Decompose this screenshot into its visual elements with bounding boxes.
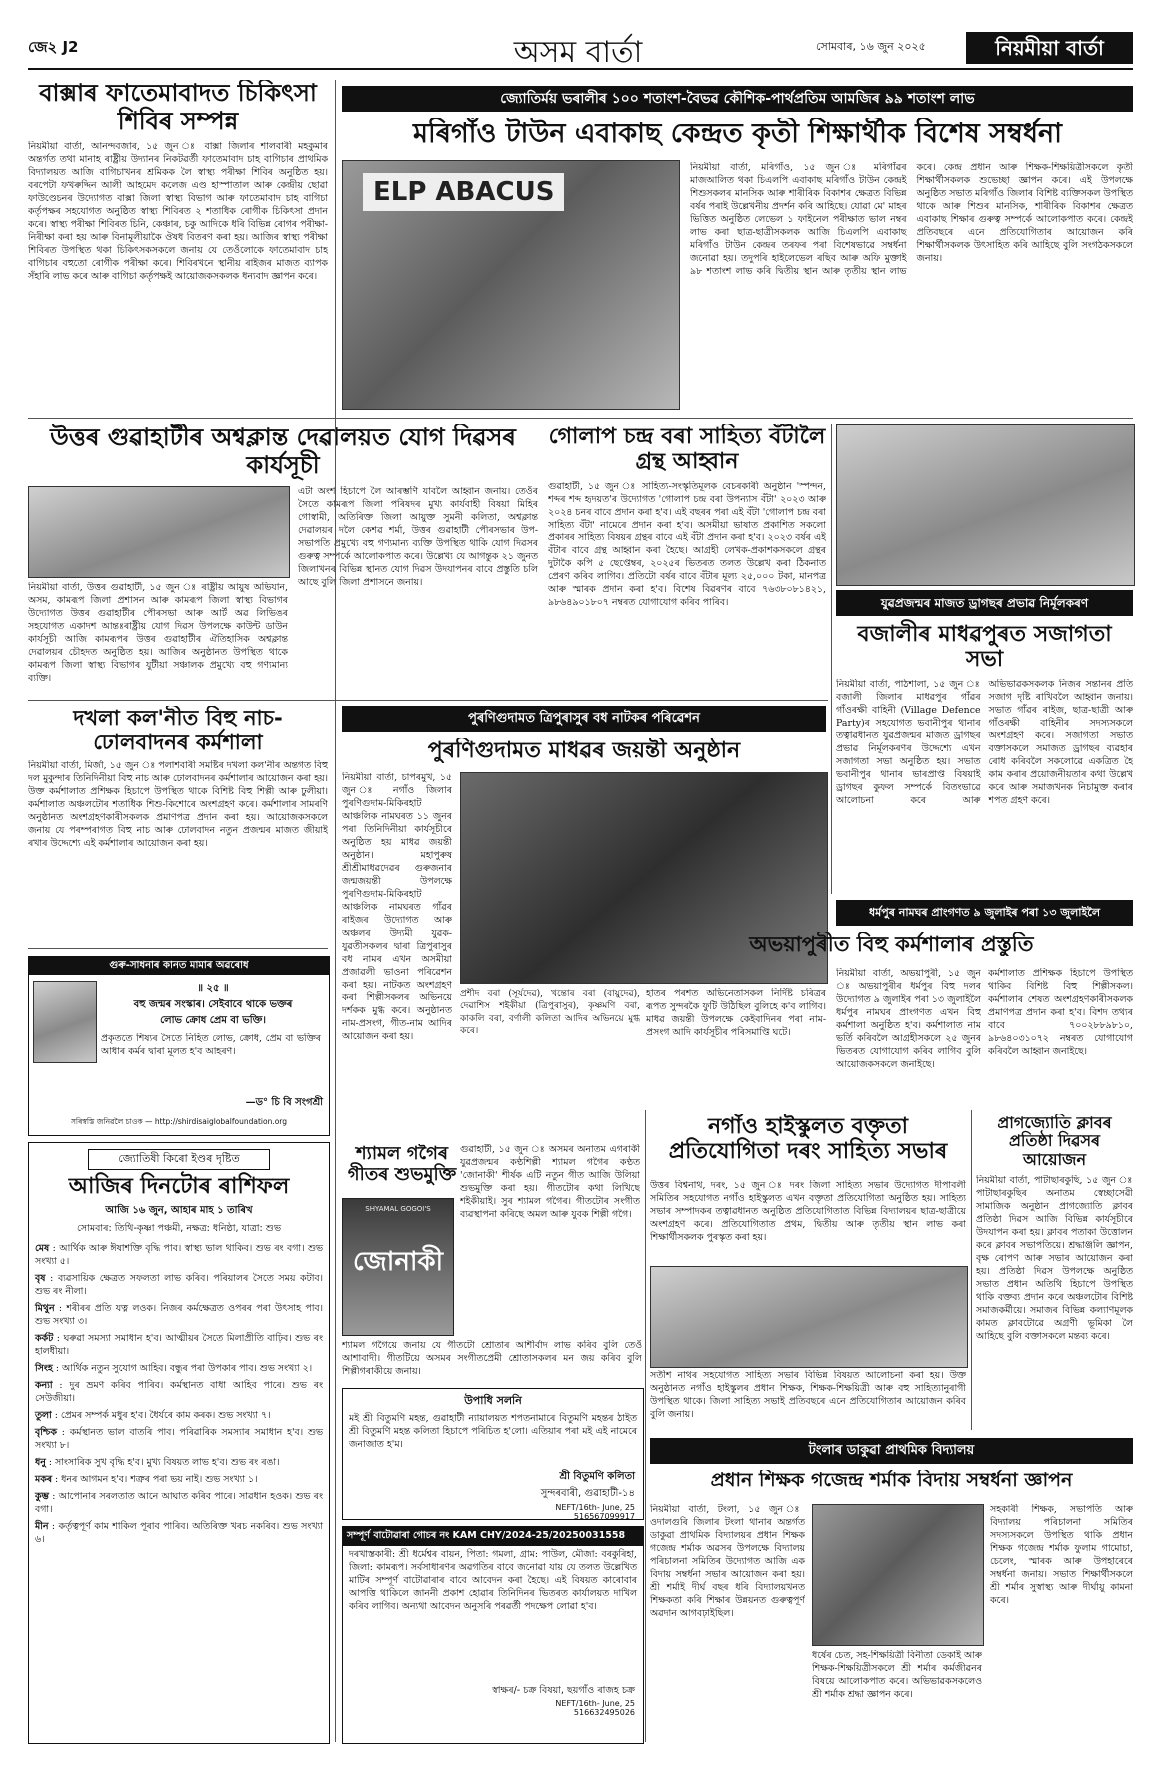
rashi-text: সাংসাৰিক সুখ বৃদ্ধি হ'ব। মুখ্য বিষয়ত লাভ হ'ব। শুভ ৰং ৰঙা। [54,1456,280,1468]
notice2-ref: NEFT/16th- June, 25 [555,1699,635,1708]
pragjyoti-headline: প্ৰাগজ্যোতি ক্লাবৰ প্ৰতিষ্ঠা দিৱসৰ আয়োজন [997,1114,1112,1169]
golap-headline: গোলাপ চন্দ্ৰ বৰা সাহিত্য বঁটালৈ গ্ৰন্থ আহ্বান [548,424,826,475]
album-artist: SHYAMAL GOGOI'S [365,1205,431,1213]
tripura-tag: পুৰণিগুদামত ত্ৰিপুৰাসুৰ বধ নাটকৰ পৰিৱেশন [342,706,826,732]
divider [28,948,328,949]
rashi-text: কৰ্তৃত্বপূৰ্ণ কাম শাকিল পূৰাব পাৰিব। অতিৰিক্ত খৰচ নকৰিব। শুভ সংখ্যা ৬। [35,1520,323,1545]
pragjyoti-article [976,1114,1133,1432]
column-rule [831,424,832,894]
rashi-text: শৰীৰৰ প্ৰতি যত্ন লওক। নিজৰ কৰ্মক্ষেত্ৰত ওপৰৰ পৰা উৎসাহ পাব। শুভ সংখ্যা ৩। [35,1303,324,1328]
rashi-sign: কৰ্কট [35,1333,54,1345]
rashifal-section [28,1142,330,1744]
rashi-entry: কৰ্কট : ঘৰুৱা সমস্যা সমাধান হ'ব। আত্মীয়ৰ সৈতে মিলাপ্ৰীতি বাঢ়িব। শুভ ৰং হালধীয়া। [35,1333,323,1358]
rashi-text: আৰ্থিক আৰু ঈষাশক্তি বৃদ্ধি পাব। স্বাস্থ্য ভাল থাকিব। শুভ ৰং বগা। শুভ সংখ্যা ৫। [35,1243,323,1268]
rashi-sign: ধনু [35,1456,46,1468]
golap-article [548,424,826,694]
nagaon-headline: নগাঁও হাইস্কুলত বক্তৃতা প্ৰতিযোগিতা দৰং সাহিত্য সভাৰ [668,1114,948,1165]
divider [28,418,1133,419]
rashifal-date: আজি ১৬ জুন, আহাৰ মাহ ১ তাৰিখ [105,1205,253,1217]
dhormopur-tag: ধৰ্মপুৰ নামঘৰ প্ৰাংগণত ৯ জুলাইৰ পৰা ১৩ জুলাইলৈ [836,900,1133,926]
partition-notice [342,1526,644,1744]
section-title: অসম বাৰ্তা [513,35,643,70]
notice1-body: মই শ্ৰী বিতুমণি মহন্ত, গুৱাহাটী ন্যায়ালয়ত শপতনামাৰে বিতুমণি মহন্তৰ ঠাইত শ্ৰী বিতুমণি মহন্ত কলিতা হিচাপে পৰিচিত হ'লো। এতিয়াৰ পৰা মই এই নামেৰে জনাজাত হ'ম। [349,1413,637,1450]
guru-ad-quote: প্ৰকৃততে শিষ্যৰ সৈতে নিহিত লোভ, ক্ৰোধ, প্ৰেম বা ভক্তিৰ আধাৰ কৰ্মৰ দ্বাৰা মূলত হ'ব আহৰণ। [101,1033,321,1057]
tonglar-headline: প্ৰধান শিক্ষক গজেন্দ্ৰ শৰ্মাক বিদায় সম্বৰ্ধনা জ্ঞাপন [710,1470,1073,1491]
pragjyoti-body: নিয়মীয়া বাৰ্তা, পাটাছাৰকুছি, ১৫ জুন ঃ পাটাছাৰকুছিৰ অনাতম স্বেচ্ছাসেৱী সামাজিক অনুষ্ঠান প্ৰাগজ্যোতি ক্লাবৰ প্ৰতিষ্ঠা দিৱস আজি বিভিন্ন কাৰ্যসূচীৰে উদযাপন কৰা হয়। ক্লাবৰ পতাকা উত্তোলন কৰে ক্লাবৰ সভাপতিয়ে। শ্ৰদ্ধাঞ্জলি জ্ঞাপন, বৃক্ষ ৰোপণ আৰু সভাৰ আয়োজন কৰা হয়। প্ৰতিষ্ঠা দিৱস উপলক্ষে অনুষ্ঠিত সভাত প্ৰধান অতিথি হিচাপে উপস্থিত থাকি বক্তব্য প্ৰদান কৰে অঞ্চলটোৰ বিশিষ্ট সমাজকৰ্মীয়ে। সমাজৰ বিভিন্ন কল্যাণমূলক কামত ক্লাবটোৱে অগ্ৰণী ভূমিকা লৈ আহিছে বুলি বক্তাসকলে মন্তব্য কৰে। [976,1175,1133,1342]
nagaon-body: উত্তৰ বিশ্বনাথ, দৰং, ১৫ জুন ঃ দৰং জিলা সাহিত্য সভাৰ উদ্যোগত দীপাবলী সমিতিৰ সহযোগত নগাঁও হাইস্কুলত এখন বক্তৃতা প্ৰতিযোগিতা অনুষ্ঠিত হয়। সাহিত্য সভাৰ সম্পাদকৰ তত্বাৱধানত অনুষ্ঠিত প্ৰতিযোগিতাত বিভিন্ন বিদ্যালয়ৰ ছাত্ৰ-ছাত্ৰীয়ে অংশগ্ৰহণ কৰে। প্ৰতিযোগিতাত প্ৰথম, দ্বিতীয় আৰু তৃতীয় স্থান লাভ কৰা শিক্ষাৰ্থীসকলক পুৰস্কৃত কৰা হয়। [650,1180,966,1243]
rashifal-tithi: সোমবাৰ: তিথি-কৃষ্ণা পঞ্চমী, নক্ষত্ৰ: ধনিষ্ঠা, যাত্ৰা: শুভ [76,1223,282,1235]
banner-strip: জ্যোতিৰ্ময় ভৰালীৰ ১০০ শতাংশ-বৈভৱ কৌশিক-পাৰ্থপ্ৰতিম আমজিৰ ৯৯ শতাংশ লাভ [342,86,1133,112]
notice1-code: 516567099917 [573,1512,635,1520]
notice1-title: উপাধি সলনি [464,1394,522,1407]
rashi-entry: মকৰ : ধনৰ আগমন হ'ব। শত্ৰুৰ পৰা ভয় নাই। শুভ সংখ্যা ১। [35,1473,258,1485]
meeting-photo [836,424,1135,586]
tonglar-photo [812,1504,984,1646]
notice2-body: দৰখাস্তকাৰী: শ্ৰী ধৰ্মেশ্বৰ বায়ন, পিতা: গমলা, গ্ৰাম: পাউল, মৌজা: বৰকুৰিহা, জিলা: কামৰূপ। সৰ্বসাধাৰণৰ অৱগতিৰ বাবে জনোৱা যায় যে তলত উল্লেখিত মাটিৰ সম্পূৰ্ণ বাটোৱাৰাৰ বাবে আবেদন কৰা হৈছে। এই বিষয়ত কাৰোবাৰ আপত্তি থাকিলে জাননী প্ৰকাশ হোৱাৰ তিনিদিনৰ ভিতৰত কাৰ্যালয়ত দাখিল কৰিব লাগিব। অন্যথা আবেদন অনুসৰি পৰৱৰ্তী পদক্ষেপ লোৱা হ'ব। [349,1549,637,1612]
dokhola-headline: দখলা কল'নীত বিহু নাচ-ঢোলবাদনৰ কৰ্মশালা [73,706,283,755]
photo-banner-sign: ELP ABACUS [363,173,564,211]
rashifal-kicker: জ্যোতিষী কিৰো ইণ্ডৰ দৃষ্টিত [88,1149,270,1170]
lead-body: নিয়মীয়া বাৰ্তা, মৰিগাঁও, ১৫ জুন ঃ মৰিগাঁৱৰ মাজআলিত থকা চিএলপি এবাকাছ মৰিগাঁও টাউন কেন্দ্ৰই শিশুসকলৰ মানসিক আৰু শাৰীৰিক বিকাশৰ ক্ষেত্ৰত বিভিন্ন বৰ্ষৰ পৰাই উল্লেখনীয় প্ৰদৰ্শন কৰি আহিছে। যোৱা মে' মাহৰ ভিত্তিত অনুষ্ঠিত লেভেল ১ ফাইনেল পৰীক্ষাত ভাল নম্বৰ লাভ কৰা ছাত্ৰ-ছাত্ৰীসকলক আজি চিএলপি এবাকাছ মৰিগাঁও টাউন কেন্দ্ৰৰ তৰফৰ পৰা বিশেষভাৱে সম্বৰ্ধনা জনোৱা হয়। তদুপৰি হাইলেভেল ৰছিব আৰু অফি মুক্তাই ৯৮ শতাংশ লাভ কৰি দ্বিতীয় স্থান আৰু তৃতীয় স্থান লাভ কৰে। কেন্দ্ৰ প্ৰধান আৰু শিক্ষক-শিক্ষয়িত্ৰীসকলে কৃতী শিক্ষাৰ্থীসকলক শুভেচ্ছা জ্ঞাপন কৰে। এই উপলক্ষে অনুষ্ঠিত সভাত মৰিগাঁও জিলাৰ বিশিষ্ট ব্যক্তিসকল উপস্থিত থাকে আৰু শিশুৰ মানসিক, শাৰীৰিক বিকাশৰ ক্ষেত্ৰত এবাকাছ শিক্ষাৰ গুৰুত্ব সম্পৰ্কে আলোকপাত কৰে। কেন্দ্ৰই প্ৰতিবছৰে এনে প্ৰতিযোগিতাৰ আয়োজন কৰি শিক্ষাৰ্থীসকলক উৎসাহিত কৰি আহিছে বুলি সংগঠকসকলে জনায়। [690,162,1133,277]
purani-body2: হাতৰ পৰশত অভিনেতাসকল নিৰ্দিষ্ট চৰিত্ৰৰ ৰূপত সুন্দৰকৈ ফুটি উঠিছিল বুলিহে ক'ব লাগিব। মাধৱ জয়ন্তী উপলক্ষে কেইবাদিনৰ পৰা নাম-প্ৰসংগ আদি কাৰ্যসূচীৰ পৰিসমাপ্তি ঘটে। [646,988,826,1038]
rashi-sign: মকৰ [35,1473,53,1485]
issue-date: সোমবাৰ, ১৬ জুন ২০২৫ [816,40,926,53]
rashi-sign: সিংহ [35,1363,53,1375]
purani-caption: প্ৰশীদ বৰা (সূৰ্যদেৱ), খন্তোৰ বৰা (বায়ুদেৱ), দেৱাশিস শইকীয়া (ত্ৰিপুৰাসুৰ), কৃষ্ণমণি বৰা, কাকলি বৰা, বৰ্ণালী কলিতা আদিৰ অভিনয়ে মুগ্ধ কৰে। [460,989,640,1037]
drug-tag: যুৱপ্ৰজন্মৰ মাজত ড্ৰাগছৰ প্ৰভাৱ নিৰ্মূলকৰণ [836,590,1133,616]
rashi-sign: কুম্ভ [35,1490,49,1502]
rashi-text: ধনৰ আগমন হ'ব। শত্ৰুৰ পৰা ভয় নাই। শুভ সংখ্যা ১। [61,1473,258,1485]
newspaper-logo: নিয়মীয়া বাৰ্তা [966,32,1133,64]
rashi-text: কৰ্মস্থানত ভাল বাতৰি পাব। পৰিৱাৰিক সমস্যাৰ সমাধান হ'ব। শুভ সংখ্যা ৮। [35,1426,323,1451]
notice1-ref: NEFT/16th- June, 25 [555,1503,635,1512]
guru-ad-title: গুৰু-সাধনাৰ কানত মামাৰ অৱৰোধ [29,957,329,975]
drug-headline: বজালীৰ মাধৱপুৰত সজাগতা সভা [857,622,1112,673]
divider [28,700,828,701]
rashi-entry: মিথুন : শৰীৰৰ প্ৰতি যত্ন লওক। নিজৰ কৰ্মক্ষেত্ৰত ওপৰৰ পৰা উৎসাহ পাব। শুভ সংখ্যা ৩। [35,1303,324,1328]
rashi-sign: মিথুন [35,1303,55,1315]
rashi-sign: বৃষ [35,1273,46,1285]
purani-headline: পুৰণিগুদামত মাধৱৰ জয়ন্তী অনুষ্ঠান [427,738,741,763]
notice1-name: শ্ৰী বিতুমণি কলিতা [559,1471,635,1482]
rashi-entry: বৃষ : ব্যৱসায়িক ক্ষেত্ৰত সফলতা লাভ কৰিব। পৰিয়ালৰ সৈতে সময় কটাব। শুভ ৰং নীলা। [35,1273,323,1298]
bakshar-body: নিয়মীয়া বাৰ্তা, আনন্দবজাৰ, ১৫ জুন ঃ বাক্সা জিলাৰ শালবাৰী মহকুমাৰ অন্তৰ্গত তথা মানাহ ৰাষ্ট্ৰীয় উদ্যানৰ নিকটৱৰ্তী ফাতেমাবাদ চাহ বাগিচাৰ প্ৰাথমিক বিদ্যালয়ত আজি বাগিচাখনৰ শ্ৰমিকক লৈ স্বাস্থ্য পৰীক্ষা শিবিৰ অনুষ্ঠিত হয়। বৰপেটা ফখৰুদ্দিন আলী আহমেদ কলেজ এণ্ড হাস্পাতাল আৰু কেন্দ্ৰীয় ছোৱা ফাউণ্ডেচনৰ উদ্যোগত বাক্সা জিলা স্বাস্থ্য বিভাগ আৰু ফাতেমাবাদ চাহ বাগিচা কৰ্তৃপক্ষৰ সহযোগত অনুষ্ঠিত স্বাস্থ্য শিবিৰত ২ শতাধিক ৰোগীক চিকিৎসা প্ৰদান কৰে। স্বাস্থ্য পৰীক্ষা শিবিৰত চিনি, কেঞ্চাৰ, চকু আদিকে ধৰি বিভিন্ন ৰোগৰ পৰীক্ষা-নিৰীক্ষা কৰা হয় আৰু বিনামূলীয়াকৈ ঔষধ বিতৰণ কৰা হয়। আজিৰ স্বাস্থ্য পৰীক্ষা শিবিৰত উপস্থিত থকা চিকিৎসকসকলে জনায় যে তেওঁলোকে ফাতেমাবাদ চাহ বাগিচাৰ বহুতো ৰোগীক পৰীক্ষা কৰে। শিবিৰখনে স্থানীয় ৰাইজৰ মাজত ব্যাপক সঁহাৰি লাভ কৰে আৰু বাগিচা কৰ্তৃপক্ষই আয়োজকসকলক ধন্যবাদ জ্ঞাপন কৰে। [28,141,328,282]
nagaon-photo [650,1266,968,1368]
dokhola-article [28,706,328,942]
page-number: জে২ J2 [28,38,79,56]
dhormopur-body-left: নিয়মীয়া বাৰ্তা, অভয়াপুৰী, ১৫ জুন ঃ অভয়াপুৰীৰ ধৰ্মপুৰ বিহু দলৰ উদ্যোগত ৯ জুলাইৰ পৰা ১৩ জুলাইলৈ ধৰ্মপুৰ নামঘৰ প্ৰাংগণত এখন বিহু কৰ্মশালা অনুষ্ঠিত হ'ব। কৰ্মশালাত নাম ভৰ্তি কৰিবলৈ আগ্ৰহীসকলে ২৫ জুনৰ ভিতৰত যোগাযোগ কৰিব লাগিব বুলি আয়োজকসকলে জনাইছে। [836,968,981,1070]
rashi-entry: মেষ : আৰ্থিক আৰু ঈষাশক্তি বৃদ্ধি পাব। স্বাস্থ্য ভাল থাকিব। শুভ ৰং বগা। শুভ সংখ্যা ৫। [35,1243,323,1268]
rashi-entry: ধনু : সাংসাৰিক সুখ বৃদ্ধি হ'ব। মুখ্য বিষয়ত লাভ হ'ব। শুভ ৰং ৰঙা। [35,1456,280,1468]
drug-body: নিয়মীয়া বাৰ্তা, পাঠশালা, ১৫ জুন ঃ বজালী জিলাৰ মাধৱপুৰ গাঁৱৰ গাঁওৰক্ষী বাহিনী (Village Defence Party)ৰ সহযোগত ভবানীপুৰ থানাৰ তত্বাৱধানত যুৱপ্ৰজন্মৰ মাজত ড্ৰাগছৰ প্ৰভাৱ নিৰ্মূলকৰণৰ উদ্দেশ্যে এখন সজাগতা সভা অনুষ্ঠিত হয়। সভাত ভবানীপুৰ থানাৰ ভাৰপ্ৰাপ্ত বিষয়াই ড্ৰাগছৰ কুফল সম্পৰ্কে বিতংভাৱে আলোচনা কৰে আৰু অভিভাৱকসকলক নিজৰ সন্তানৰ প্ৰতি সজাগ দৃষ্টি ৰাখিবলৈ আহ্বান জনায়। সভাত গাঁৱৰ ৰাইজ, ছাত্ৰ-ছাত্ৰী আৰু গাঁওৰক্ষী বাহিনীৰ সদস্যসকলে অংশগ্ৰহণ কৰে। সজাগতা সভাত বক্তাসকলে সমাজত ড্ৰাগছৰ ব্যৱহাৰ ৰোধ কৰিবলৈ সকলোৱে একত্ৰিত হৈ কাম কৰাৰ প্ৰয়োজনীয়তাৰ কথা উল্লেখ কৰে আৰু সমাজখনক নিচামুক্ত কৰাৰ শপত গ্ৰহণ কৰে। [836,678,1133,807]
tonglar-tag: টংলাৰ ডাকুৱা প্ৰাথমিক বিদ্যালয় [650,1438,1133,1464]
golap-body: গুৱাহাটী, ১৫ জুন ঃ সাহিত্য-সংস্কৃতিমূলক বেচৰকাৰী অনুষ্ঠান 'স্পন্দন, শব্দৰ শব্দ হৃদয়ত'ৰ উদ্যোগত 'গোলাপ চন্দ্ৰ বৰা উপন্যাস বঁটা' ২০২৩ আৰু ২০২৪ চনৰ বাবে প্ৰদান কৰা হ'ব। এই বছৰৰ পৰা এই বঁটা 'গোলাপ চন্দ্ৰ বৰা সাহিত্য বঁটা' নামেৰে প্ৰদান কৰা হ'ব। অসমীয়া ভাষাত প্ৰকাশিত সকলো প্ৰকাৰৰ সাহিত্য বিষয়ৰ গ্ৰন্থৰ বাবে এই বঁটা প্ৰদান কৰা হ'ব। ২০২৩ বৰ্ষৰ এই বঁটাৰ বাবে গ্ৰন্থ আহ্বান কৰা হৈছে। আগ্ৰহী লেখক-প্ৰকাশকসকলে গ্ৰন্থৰ দুটাকৈ কপি ৫ ছেপ্তেম্বৰ, ২০২৫ৰ ভিতৰত তলত উল্লেখ কৰা ঠিকনাত প্ৰেৰণ কৰিব লাগিব। প্ৰতিটো বৰ্ষৰ বাবে বঁটাৰ মূল্য ২৫,০০০ টকা, মানপত্ৰ আৰু স্মাৰক প্ৰদান কৰা হ'ব। বিশেষ বিৱৰণৰ বাবে ৭৬৩৮০৮১৪২১, ৯৮৬৪৯০১৮০৭ নম্বৰত যোগাযোগ কৰিব পাৰিব। [548,480,826,609]
tonglar-body-left: নিয়মীয়া বাৰ্তা, টংলা, ১৫ জুন ঃ ওদালগুৰি জিলাৰ টংলা থানাৰ অন্তৰ্গত ডাকুৱা প্ৰাথমিক বিদ্যালয়ৰ প্ৰধান শিক্ষক গজেন্দ্ৰ শৰ্মাক অৱসৰ উপলক্ষে বিদ্যালয় পৰিচালনা সমিতিৰ উদ্যোগত আজি এক বিদায় সম্বৰ্ধনা সভাৰ আয়োজন কৰা হয়। শ্ৰী শৰ্মাই দীৰ্ঘ বছৰ ধৰি বিদ্যালয়খনত শিক্ষকতা কৰি শিক্ষাৰ উন্নয়নত গুৰুত্বপূৰ্ণ অৱদান আগবঢ়াইছিল। [650,1504,805,1619]
rashi-sign: তুলা [35,1409,52,1421]
rashi-entry: মীন : কৰ্তৃত্বপূৰ্ণ কাম শাকিল পূৰাব পাৰিব। অতিৰিক্ত খৰচ নকৰিব। শুভ সংখ্যা ৬। [35,1520,323,1545]
bakshar-headline: বাক্সাৰ ফাতেমাবাদত চিকিৎসা শিবিৰ সম্পন্ন [39,80,317,135]
rashi-text: আৰ্থিক নতুন সুযোগ আহিব। বন্ধুৰ পৰা উপকাৰ পাব। শুভ সংখ্যা ২। [61,1363,313,1375]
column-rule [645,1110,646,1742]
rashi-sign: বৃশ্চিক [35,1426,57,1438]
dhormopur-body-right: কৰ্মশালাত প্ৰশিক্ষক হিচাপে উপস্থিত থাকিব বিশিষ্ট বিহু শিল্পীসকল। কৰ্মশালাৰ শেষত অংশগ্ৰহণকাৰীসকলক প্ৰমাণপত্ৰ প্ৰদান কৰা হ'ব। বিশদ তথ্যৰ বাবে ৭০০২৮৮৯৮১০, ৯৮৬৪০৩১০৭২ নম্বৰত যোগাযোগ কৰিবলৈ আহ্বান জনাইছে। [988,968,1133,1057]
tonglar-body-mid: ধৰ্ষেৰ চেত, সহ-শিক্ষয়িত্ৰী বিনীতা ডেকাই আৰু শিক্ষক-শিক্ষয়িত্ৰীসকলে শ্ৰী শৰ্মাৰ কৰ্মজীৱনৰ বিষয়ে আলোকপাত কৰে। অভিভাৱকসকলেও শ্ৰী শৰ্মাক শ্ৰদ্ধা জ্ঞাপন কৰে। [812,1650,982,1700]
notice1-address: সুন্দৰবাৰী, গুৱাহাটী-১৪ [540,1488,635,1499]
yoga-headline: উত্তৰ গুৱাহাটীৰ অশ্বক্লান্ত দেৱালয়ত যোগ দিৱসৰ কাৰ্যসূচী [50,424,516,479]
rashi-entry: কুম্ভ : আপোনাৰ সৰলতাত আনে আঘাত কৰিব পাৰে। সাৱধান হওক। শুভ ৰং বগা। [35,1490,323,1515]
notice2-code: 516632495026 [573,1708,635,1717]
dokhola-body: নিয়মীয়া বাৰ্তা, মিৰ্জা, ১৫ জুন ঃ পলাশবাৰী সমষ্টিৰ দখলা কল'নীৰ অন্তগত বিহু দল মুকুন্দাৰ তিনিদিনীয়া বিহু নাচ আৰু ঢোলবাদনৰ কৰ্মশালাৰ আয়োজন কৰা হয়। উক্ত কৰ্মশালাত প্ৰশিক্ষক হিচাপে উপস্থিত থাকে বিশিষ্ট বিহু শিল্পী আৰু ঢুলীয়া। কৰ্মশালাত অঞ্চলটোৰ শতাধিক শিশু-কিশোৰে অংশগ্ৰহণ কৰে। কৰ্মশালাৰ সামৰণি অনুষ্ঠানত অংশগ্ৰহণকাৰীসকলক প্ৰমাণপত্ৰ প্ৰদান কৰা হয়। আয়োজকসকলে জনায় যে পৰম্পৰাগত বিহু নাচ আৰু ঢোলবাদন নতুন প্ৰজন্মৰ মাজত জীয়াই ৰখাৰ উদ্দেশ্যে এই কৰ্মশালাৰ আয়োজন কৰা হয়। [28,760,328,850]
guru-portrait [33,981,97,1063]
tonglar-body-right: সহকাৰী শিক্ষক, সভাপতি আৰু বিদ্যালয় পৰিচালনা সমিতিৰ সদস্যসকলে উপস্থিত থাকি প্ৰধান শিক্ষক গজেন্দ্ৰ শৰ্মাক ফুলাম গামোচা, চেলেং, স্মাৰক আৰু উপহাৰেৰে সম্বৰ্ধনা জনায়। সভাত শিক্ষাৰ্থীসকলে শ্ৰী শৰ্মাৰ সুস্বাস্থ্য আৰু দীৰ্ঘায়ু কামনা কৰে। [990,1504,1133,1606]
guru-ad-line2: বহু জন্মৰ সংস্কাৰ। সেইবাবে থাকে ভক্তৰ [133,999,293,1010]
column-rule [971,1110,972,1430]
rashi-sign: কন্যা [35,1380,53,1392]
column-rule [335,80,336,1742]
shyamal-body2: শ্যামল গগৈয়ে জনায় যে গীতটো শ্ৰোতাৰ আশীৰ্বাদ লাভ কৰিব বুলি তেওঁ আশাবাদী। গীতটিয়ে অসমৰ সংগীতপ্ৰেমী শ্ৰোতাসকলৰ মন জয় কৰিব বুলি শিল্পীগৰাকীয়ে জনায়। [342,1340,642,1377]
shyamal-headline: শ্যামল গগৈৰ গীতৰ শুভমুক্তি [347,1144,457,1185]
name-change-notice [342,1388,644,1520]
yoga-photo [28,486,290,578]
guru-advertisement [28,956,330,1136]
dhormopur-headline: অভয়াপুৰীত বিহু কৰ্মশালাৰ প্ৰস্তুতি [749,932,1034,956]
rashi-entry: তুলা : প্ৰেমৰ সম্পৰ্ক মধুৰ হ'ব। ধৈৰ্যৰে কাম কৰক। শুভ সংখ্যা ৭। [35,1409,271,1421]
rashifal-headline: আজিৰ দিনটোৰ ৰাশিফল [68,1174,290,1199]
album-cover [342,1198,454,1336]
rashi-text: আপোনাৰ সৰলতাত আনে আঘাত কৰিব পাৰে। সাৱধান হওক। শুভ ৰং বগা। [35,1490,323,1515]
guru-ad-footer: সৰিস্বস্তি জনিৱলৈ চাওক — http://shirdisaiglobalfoundation.org [70,1117,288,1126]
rashi-entry: কন্যা : দুৰ ভ্ৰমণ কৰিব পাৰিব। কৰ্মস্থানত বাধা আহিব পাৰে। শুভ ৰং সেউজীয়া। [35,1380,323,1404]
yoga-article [28,424,538,694]
purani-body: নিয়মীয়া বাৰ্তা, চাপৰমুখ, ১৫ জুন ঃ নগাঁও জিলাৰ পুৰণিগুদাম-মিকিৰহাট আঞ্চলিক নামঘৰত ১১ জুনৰ পৰা তিনিদিনীয়া কাৰ্যসূচীৰে অনুষ্ঠিত হয় মাধৱ জয়ন্তী অনুষ্ঠান। মহাপুৰুষ শ্ৰীশ্ৰীমাধৱদেৱৰ গুৰুজনাৰ জন্মজয়ন্তী উপলক্ষে পুৰণিগুদাম-মিকিৰহাট আঞ্চলিক নামঘৰত গাঁৱৰ ৰাইজৰ উদ্যোগত আৰু অঞ্চলৰ উদ্যমী যুৱক-যুৱতীসকলৰ দ্বাৰা ত্ৰিপুৰাসুৰ বধ নামৰ এখন অসমীয়া প্ৰজাৱলী ভাওনা পৰিৱেশন কৰা হয়। নাটকত অংশগ্ৰহণ কৰা শিল্পীসকলৰ অভিনয়ে দৰ্শকক মুগ্ধ কৰে। অনুষ্ঠানত নাম-প্ৰসংগ, গীত-নাম আদিৰ আয়োজন কৰা হয়। [342,772,452,1043]
guru-ad-line3: লোভ ক্ৰোধ প্ৰেম বা ভক্তি। [160,1015,266,1026]
lead-photo [342,160,680,410]
rashi-entry: বৃশ্চিক : কৰ্মস্থানত ভাল বাতৰি পাব। পৰিৱাৰিক সমস্যাৰ সমাধান হ'ব। শুভ সংখ্যা ৮। [35,1426,323,1451]
guru-ad-signature: —ড° চি বি সংগশ্ৰী [245,1097,323,1108]
album-title: জোনাকী [352,1247,444,1277]
rashi-text: প্ৰেমৰ সম্পৰ্ক মধুৰ হ'ব। ধৈৰ্যৰে কাম কৰক। শুভ সংখ্যা ৭। [60,1409,271,1421]
shyamal-body: গুৱাহাটী, ১৫ জুন ঃ অসমৰ অনাতম এগৰাকী যুৱপ্ৰজন্মৰ কণ্ঠশিল্পী শ্যামল গগৈৰ কণ্ঠত 'জোনাকী' শীৰ্ষক এটি নতুন গীত আজি উলিয়া শুভমুক্তি কৰা হয়। গীতটোৰ কথা লিখিছে শইকীয়াই। সুৰ শ্যামল গগৈৰ। গীতটোৰ সংগীত ব্যৱস্থাপনা কৰিছে অমল আৰু যুবক শিল্পী গগৈ। [460,1144,640,1220]
rashi-text: ব্যৱসায়িক ক্ষেত্ৰত সফলতা লাভ কৰিব। পৰিয়ালৰ সৈতে সময় কটাব। শুভ ৰং নীলা। [35,1273,323,1298]
drug-article [836,590,1133,894]
rashi-sign: মীন [35,1520,49,1532]
rashi-entry: সিংহ : আৰ্থিক নতুন সুযোগ আহিব। বন্ধুৰ পৰা উপকাৰ পাব। শুভ সংখ্যা ২। [35,1363,313,1375]
notice2-title: সম্পূৰ্ণ বাটোৱাৰা গোচৰ নং KAM CHY/2024-25/20250031558 [343,1527,643,1546]
nagaon-body2: সতীশ নাথৰ সহযোগত সাহিত্য সভাৰ বিভিন্ন বিষয়ত আলোচনা কৰা হয়। উক্ত অনুষ্ঠানত নগাঁও হাইস্কুলৰ প্ৰধান শিক্ষক, শিক্ষক-শিক্ষয়িত্ৰী আৰু বহু সাহিত্যানুৰাগী উপস্থিত থাকে। জিলা সাহিত্য সভাই প্ৰতিবছৰে এনে প্ৰতিযোগিতাৰ আয়োজন কৰিব বুলি জনায়। [650,1370,966,1420]
guru-ad-line1: ॥ ২৫ ॥ [197,983,229,994]
rashi-text: ঘৰুৱা সমস্যা সমাধান হ'ব। আত্মীয়ৰ সৈতে মিলাপ্ৰীতি বাঢ়িব। শুভ ৰং হালধীয়া। [35,1333,323,1358]
notice2-sign: স্বাক্ষৰ/- চক্ৰ বিষয়া, ছয়গাঁও ৰাজহ চক্ৰ [492,1685,635,1696]
lead-headline: মৰিগাঁও টাউন এবাকাছ কেন্দ্ৰত কৃতী শিক্ষাৰ্থীক বিশেষ সম্বৰ্ধনা [413,118,1062,149]
bakshar-article [28,80,328,410]
rashi-sign: মেষ [35,1243,50,1255]
yoga-body-left: নিয়মীয়া বাৰ্তা, উত্তৰ গুৱাহাটী, ১৫ জুন ঃ ৰাষ্ট্ৰীয় আয়ুষ অভিযান, অসম, কামৰূপ জিলা প্ৰশাসন আৰু কামৰূপ জিলা স্বাস্থ্য বিভাগৰ উদ্যোগত উত্তৰ গুৱাহাটীৰ পৌৰসভা আৰু আৰ্ট অৱ লিভিঙৰ সহযোগত একাদশ আন্তঃৰাষ্ট্ৰীয় যোগ দিৱস উপলক্ষে কাউন্ট ডাউন কাৰ্যসূচী আজি কামৰূপৰ উত্তৰ গুৱাহাটীৰ ঐতিহাসিক অশ্বক্লান্ত দেৱালয়ৰ চৌহদত অনুষ্ঠিত হয়। আজিৰ অনুষ্ঠানত উপস্থিত থাকে কামৰূপ জিলা স্বাস্থ্য বিভাগৰ যুটীয়া সঞ্চালক প্ৰমুখ্যে বহু গণ্যমান্য ব্যক্তি। [28,582,288,684]
yoga-body-right: এটা অংশ হিচাপে লৈ আৰম্ভণি যাবলৈ আহ্বান জনায়। তেওঁৰ সৈতে কামৰূপ জিলা পৰিষদৰ মুখ্য কাৰ্যবাহী বিষয়া মিহিৰ গোস্বামী, অতিৰিক্ত জিলা আয়ুক্ত সুমনী কলিতা, অশ্বক্লান্ত দেৱালয়ৰ দলৈ কেশৱ শৰ্মা, উত্তৰ গুৱাহাটী পৌৰসভাৰ উপ-সভাপতি প্ৰমুখ্যে বহু গণ্যমান্য ব্যক্তি উপস্থিত থাকি যোগ দিৱসৰ গুৰুত্ব সম্পৰ্কে আলোকপাত কৰে। উল্লেখ্য যে আগন্তুক ২১ জুনত জিলাখনৰ বিভিন্ন স্থানত যোগ দিৱস উদযাপনৰ বাবে প্ৰস্তুতি চলি আছে বুলি জিলা প্ৰশাসনে জনায়। [298,486,538,588]
rashifal-list [29,1243,329,1546]
masthead [28,26,1133,70]
rashi-text: দুৰ ভ্ৰমণ কৰিব পাৰিব। কৰ্মস্থানত বাধা আহিব পাৰে। শুভ ৰং সেউজীয়া। [35,1380,323,1404]
